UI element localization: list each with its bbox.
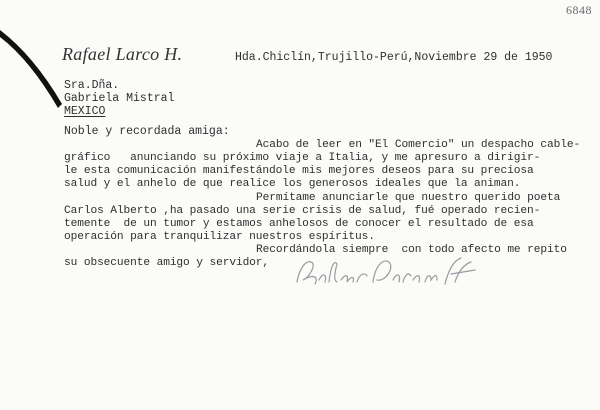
body-line: temente de un tumor y estamos anhelosos de conocer el resultado de esa	[64, 218, 534, 230]
recipient-title: Sra.Dña.	[64, 79, 120, 92]
place-date-line: Hda.Chiclín,Trujillo-Perú,Noviembre 29 de 1950	[235, 51, 553, 64]
body-line: le esta comunicación manifestándole mis mejores deseos para su preciosa	[64, 165, 534, 177]
body-line: Recordándola siempre con todo afecto me repito	[256, 244, 567, 256]
letterhead-name: Rafael Larco H.	[62, 44, 183, 64]
recipient-name: Gabriela Mistral	[64, 92, 175, 105]
body-line: Permítame anunciarle que nuestro querido poeta	[256, 192, 561, 204]
archive-number: 6848	[566, 3, 592, 17]
body-line: gráfico anunciando su próximo viaje a Italia, y me apresuro a dirigir-	[64, 152, 541, 164]
body-line: salud y el anhelo de que realice los generosos ideales que la animan.	[64, 178, 521, 190]
body-line: Acabo de leer en "El Comercio" un despacho cable-	[256, 139, 581, 151]
body-line: su obsecuente amigo y servidor,	[64, 257, 270, 269]
body-line: operación para tranquilizar nuestros espíritus.	[64, 231, 375, 243]
recipient-country: MEXICO	[64, 105, 106, 118]
body-line: Carlos Alberto ,ha pasado una serie crisis de salud, fué operado recien-	[64, 205, 541, 217]
handwritten-signature	[285, 252, 485, 294]
salutation: Noble y recordada amiga:	[64, 125, 230, 138]
